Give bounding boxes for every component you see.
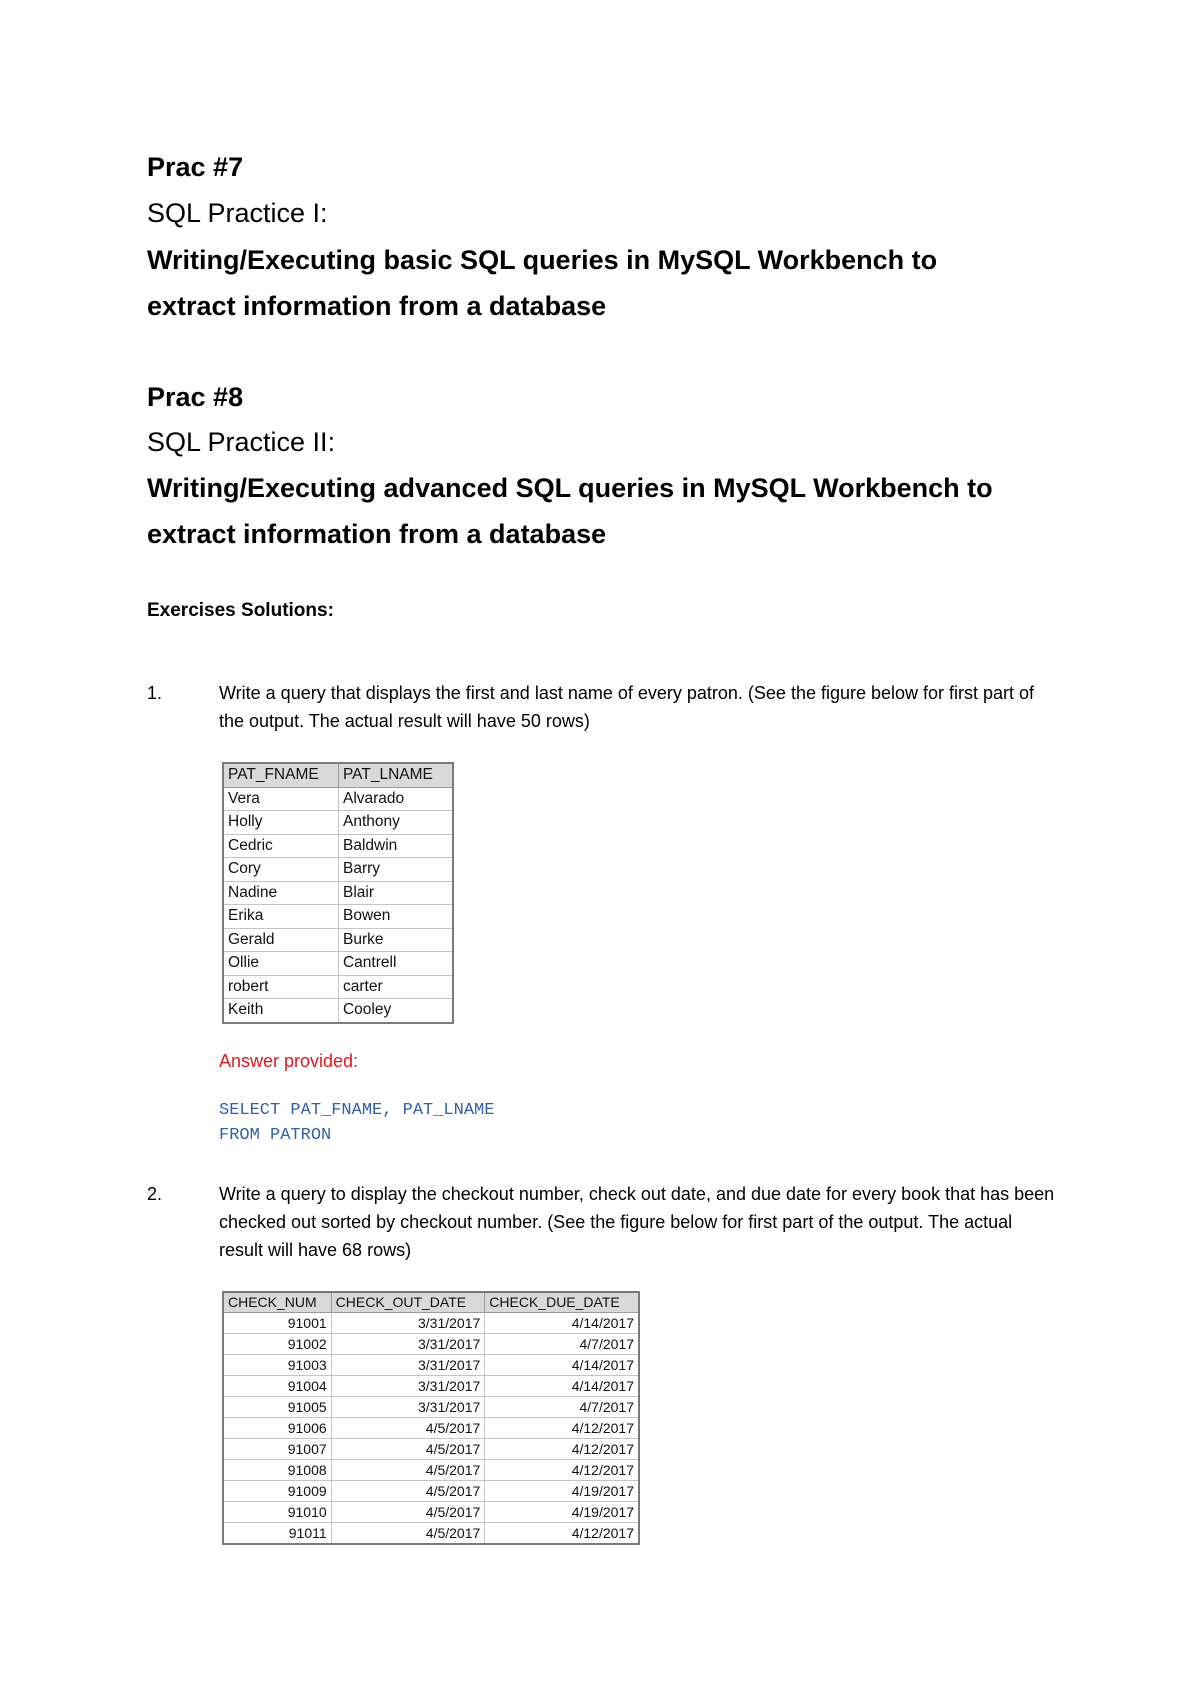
table-cell: Ollie (223, 952, 338, 976)
exercise-1-number: 1. (147, 683, 163, 703)
table-cell: 4/12/2017 (485, 1418, 639, 1439)
table-cell: carter (338, 975, 453, 999)
patron-names-table (222, 762, 454, 1024)
table-cell: 4/14/2017 (485, 1313, 639, 1334)
table-cell: 4/14/2017 (485, 1376, 639, 1397)
table-cell: 91009 (223, 1481, 331, 1502)
table-cell: 4/5/2017 (331, 1460, 485, 1481)
sql-answer-code (219, 1098, 494, 1148)
checkout-table (222, 1291, 640, 1545)
table-row (223, 928, 453, 952)
table-row (223, 1481, 639, 1502)
table-cell: 4/14/2017 (485, 1355, 639, 1376)
table-row (223, 1376, 639, 1397)
table-cell: Alvarado (338, 787, 453, 811)
table-cell: Cooley (338, 999, 453, 1023)
prac8-description-line2: extract information from a database (147, 519, 607, 549)
table-row (223, 1355, 639, 1376)
table-row (223, 1418, 639, 1439)
table-row (223, 1313, 639, 1334)
table-cell: 91005 (223, 1397, 331, 1418)
table-cell: 3/31/2017 (331, 1397, 485, 1418)
table-cell: 4/12/2017 (485, 1523, 639, 1545)
table-cell: Erika (223, 905, 338, 929)
table-cell: Keith (223, 999, 338, 1023)
table-cell: 91003 (223, 1355, 331, 1376)
prac7-description-line2: extract information from a database (147, 291, 607, 321)
column-header: CHECK_OUT_DATE (331, 1292, 485, 1313)
table-header-row (223, 1292, 639, 1313)
table-cell: 91010 (223, 1502, 331, 1523)
column-header: CHECK_NUM (223, 1292, 331, 1313)
prac8-description-line1: Writing/Executing advanced SQL queries in MySQL Workbench to (147, 473, 993, 503)
table-row (223, 787, 453, 811)
table-row (223, 952, 453, 976)
table-cell: Cory (223, 858, 338, 882)
table-row (223, 975, 453, 999)
table-cell: 4/7/2017 (485, 1334, 639, 1355)
table-cell: Bowen (338, 905, 453, 929)
code-line: SELECT PAT_FNAME, PAT_LNAME (219, 1101, 495, 1120)
table-cell: 4/5/2017 (331, 1418, 485, 1439)
table-row (223, 905, 453, 929)
prac8-subtitle: SQL Practice II: (147, 427, 336, 457)
table-row (223, 1523, 639, 1545)
table-cell: Cedric (223, 834, 338, 858)
exercises-solutions-label: Exercises Solutions: (147, 600, 334, 621)
table-cell: 4/19/2017 (485, 1502, 639, 1523)
table-cell: Anthony (338, 811, 453, 835)
table-cell: 91002 (223, 1334, 331, 1355)
column-header: PAT_LNAME (338, 763, 453, 787)
table-row (223, 1502, 639, 1523)
table-cell: Gerald (223, 928, 338, 952)
prac7-description-line1: Writing/Executing basic SQL queries in MySQL Workbench to (147, 245, 938, 275)
table-cell: 3/31/2017 (331, 1313, 485, 1334)
code-line: FROM PATRON (219, 1126, 332, 1145)
table-cell: 91001 (223, 1313, 331, 1334)
table-row (223, 1397, 639, 1418)
table-cell: 91008 (223, 1460, 331, 1481)
table-cell: 3/31/2017 (331, 1334, 485, 1355)
table-cell: 91006 (223, 1418, 331, 1439)
answer-provided-label: Answer provided: (219, 1051, 359, 1071)
table-cell: 91004 (223, 1376, 331, 1397)
table-row (223, 858, 453, 882)
table-cell: 91007 (223, 1439, 331, 1460)
table-row (223, 1439, 639, 1460)
table-cell: Vera (223, 787, 338, 811)
table-cell: Holly (223, 811, 338, 835)
table-cell: Barry (338, 858, 453, 882)
exercise-1-text: Write a query that displays the first and last name of every patron. (See the figure below for first part of the output. The actual result will have 50 rows) (219, 683, 1035, 731)
table-cell: Blair (338, 881, 453, 905)
column-header: PAT_FNAME (223, 763, 338, 787)
table-cell: 4/12/2017 (485, 1460, 639, 1481)
table-cell: 4/7/2017 (485, 1397, 639, 1418)
column-header: CHECK_DUE_DATE (485, 1292, 639, 1313)
table-cell: 4/5/2017 (331, 1502, 485, 1523)
table-cell: Cantrell (338, 952, 453, 976)
table-row (223, 811, 453, 835)
table-header-row (223, 763, 453, 787)
table-cell: Baldwin (338, 834, 453, 858)
table-row (223, 1334, 639, 1355)
table-cell: 3/31/2017 (331, 1355, 485, 1376)
table-cell: 4/5/2017 (331, 1439, 485, 1460)
table-cell: Nadine (223, 881, 338, 905)
table-row (223, 881, 453, 905)
table-cell: Burke (338, 928, 453, 952)
table-cell: 4/5/2017 (331, 1523, 485, 1545)
prac7-subtitle: SQL Practice I: (147, 198, 328, 228)
table-cell: 4/19/2017 (485, 1481, 639, 1502)
table-row (223, 1460, 639, 1481)
exercise-2-number: 2. (147, 1184, 163, 1204)
prac7-title: Prac #7 (147, 152, 244, 182)
table-cell: 91011 (223, 1523, 331, 1545)
exercise-2-text: Write a query to display the checkout number, check out date, and due date for every book that has been checked out sorted by checkout number. (See the figure below for first part of the output. The actual result will have 68 rows) (219, 1184, 1055, 1260)
table-cell: robert (223, 975, 338, 999)
table-row (223, 834, 453, 858)
prac8-title: Prac #8 (147, 382, 244, 412)
table-cell: 4/12/2017 (485, 1439, 639, 1460)
table-cell: 3/31/2017 (331, 1376, 485, 1397)
table-cell: 4/5/2017 (331, 1481, 485, 1502)
table-row (223, 999, 453, 1023)
